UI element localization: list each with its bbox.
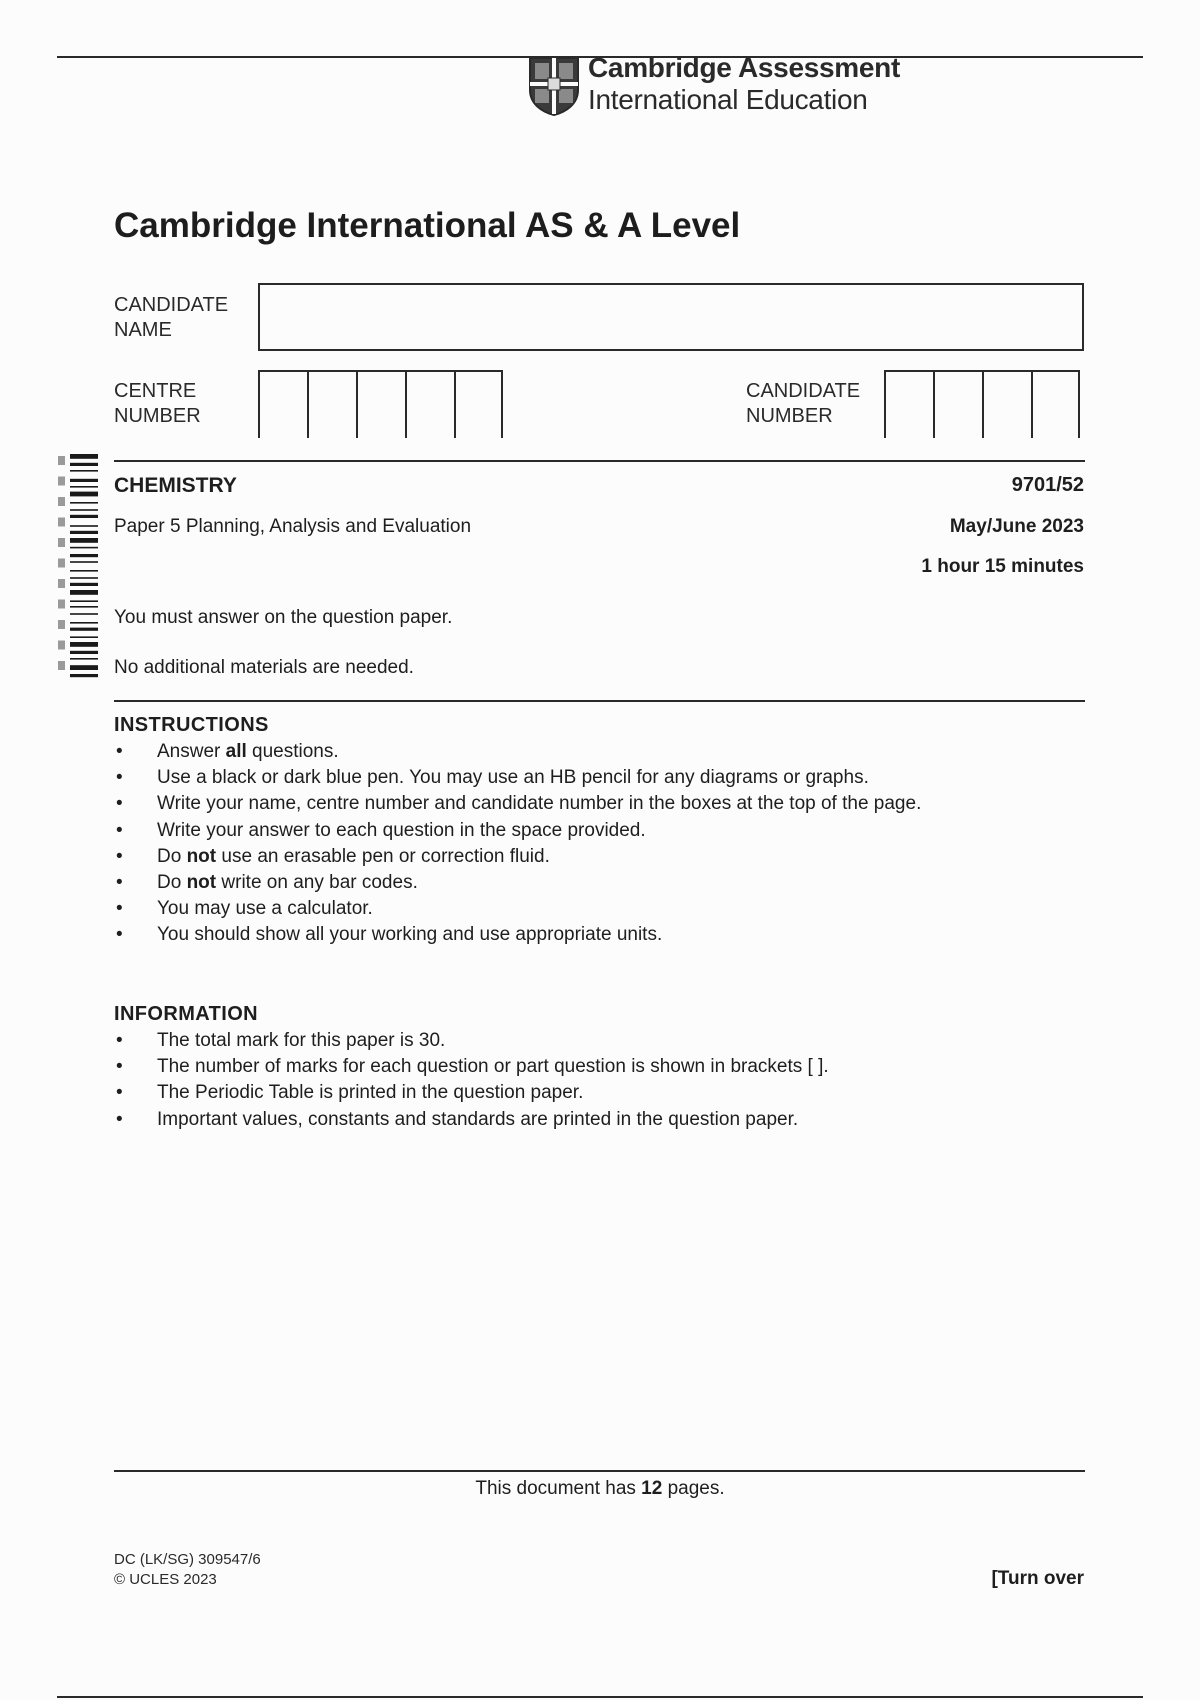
barcode-digit-mark <box>58 579 65 588</box>
candidate-number-digit-box[interactable] <box>933 372 982 438</box>
instructions-section <box>114 714 921 949</box>
instruction-item <box>114 739 921 765</box>
barcode-bar <box>70 561 98 563</box>
instruction-emphasis: all <box>225 741 247 762</box>
candidate-number-label-line2: NUMBER <box>746 405 833 427</box>
barcode-bar <box>70 463 98 466</box>
information-section <box>114 1003 829 1133</box>
footer-rule <box>114 1470 1085 1472</box>
instruction-text: Do <box>157 845 187 867</box>
org-name-line1: Cambridge Assessment <box>588 52 900 83</box>
barcode-digit-mark <box>58 477 65 486</box>
exam-session: May/June 2023 <box>949 516 1084 537</box>
candidate-number-digit-box[interactable] <box>982 372 1031 438</box>
centre-number-digit-box[interactable] <box>454 372 503 438</box>
barcode-bar <box>70 606 98 608</box>
instruction-emphasis: not <box>186 845 217 867</box>
information-list <box>114 1028 829 1133</box>
instruction-text: Answer <box>157 741 226 762</box>
instruction-text: Write your answer to each question in the space provided. <box>157 819 646 841</box>
candidate-number-boxes <box>884 370 1080 438</box>
instruction-text: Use a black or dark blue pen. You may use an HB pencil for any diagrams or graphs. <box>157 767 869 789</box>
information-item: • The number of marks for each question or part question is shown in brackets [ ]. <box>114 1054 829 1080</box>
barcode-bar <box>70 613 98 615</box>
centre-number-label-line2: NUMBER <box>114 405 201 427</box>
barcode-bar <box>70 515 98 518</box>
barcode-digit-mark <box>58 559 65 568</box>
document-reference-code: DC (LK/SG) 309547/6 <box>114 1551 261 1568</box>
barcode-bar <box>70 486 98 488</box>
barcode-bar <box>70 509 98 511</box>
centre-number-label-line1: CENTRE <box>114 380 197 402</box>
centre-number-digit-box[interactable] <box>258 372 307 438</box>
instructions-heading: INSTRUCTIONS <box>114 714 269 736</box>
page-count-value: 12 <box>641 1478 663 1499</box>
bottom-rule <box>57 1696 1143 1698</box>
paper-title: Paper 5 Planning, Analysis and Evaluation <box>114 516 472 537</box>
candidate-number-label <box>746 379 860 429</box>
instruction-text: questions. <box>246 741 339 762</box>
materials-note: No additional materials are needed. <box>114 657 414 678</box>
syllabus-code: 9701/52 <box>1011 474 1084 496</box>
instruction-item <box>114 818 921 844</box>
barcode-bar <box>70 492 98 497</box>
barcode-digit-mark <box>58 538 65 547</box>
barcode-digit-mark <box>58 600 65 609</box>
barcode-bar <box>70 577 98 579</box>
barcode-bar <box>70 636 98 638</box>
section-rule <box>114 700 1085 702</box>
instruction-item <box>114 765 921 791</box>
barcode-bar <box>70 454 98 459</box>
candidate-name-input[interactable] <box>258 283 1084 351</box>
instruction-item <box>114 896 921 922</box>
barcode-bar <box>70 531 98 534</box>
university-crest-icon <box>528 56 580 116</box>
candidate-name-label <box>114 293 228 343</box>
barcode-bar <box>70 651 98 654</box>
candidate-name-label-line1: CANDIDATE <box>114 294 229 316</box>
instruction-text: write on any bar codes. <box>216 871 418 893</box>
barcode-bar <box>70 665 98 670</box>
candidate-number-digit-box[interactable] <box>884 372 933 438</box>
barcode-digit-mark <box>58 518 65 527</box>
barcode-bar <box>70 570 98 572</box>
barcode-bar <box>70 642 98 647</box>
barcode-bar <box>70 590 98 595</box>
candidate-name-label-line2: NAME <box>114 319 172 341</box>
barcode-bar <box>70 622 98 624</box>
barcode-bar <box>70 674 98 677</box>
instruction-text: You should show all your working and use appropriate units. <box>157 924 663 946</box>
barcode-digit-mark <box>58 620 65 629</box>
instruction-item <box>114 791 921 817</box>
candidate-number-label-line1: CANDIDATE <box>746 380 861 402</box>
answer-note: You must answer on the question paper. <box>114 607 453 628</box>
subject-name: CHEMISTRY <box>114 474 237 497</box>
centre-number-digit-box[interactable] <box>356 372 405 438</box>
barcode-digit-mark <box>58 497 65 506</box>
barcode-bar <box>70 538 98 543</box>
instruction-item <box>114 870 921 896</box>
instructions-list <box>114 739 921 949</box>
centre-number-digit-box[interactable] <box>405 372 454 438</box>
barcode-icon <box>56 452 98 682</box>
barcode-bar <box>70 470 98 472</box>
copyright-notice: © UCLES 2023 <box>114 1571 217 1588</box>
barcode-bar <box>70 479 98 482</box>
barcode-bar <box>70 583 98 586</box>
information-item: • The Periodic Table is printed in the question paper. <box>114 1080 829 1106</box>
barcode-bar <box>70 600 98 602</box>
instruction-text: Write your name, centre number and candidate number in the boxes at the top of the page. <box>157 793 922 815</box>
page-title: Cambridge International AS & A Level <box>114 206 741 245</box>
barcode-bar <box>70 628 98 631</box>
exam-duration: 1 hour 15 minutes <box>921 556 1084 577</box>
instruction-text: Do <box>157 871 187 893</box>
turn-over-label: [Turn over <box>991 1568 1084 1589</box>
information-item: • The total mark for this paper is 30. <box>114 1028 829 1054</box>
information-item: • Important values, constants and standards are printed in the question paper. <box>114 1107 829 1133</box>
barcode-bar <box>70 658 98 660</box>
barcode-digit-mark <box>58 456 65 465</box>
barcode-bar <box>70 502 98 504</box>
candidate-number-digit-box[interactable] <box>1031 372 1080 438</box>
document-reference <box>114 1550 261 1590</box>
page-count-post: pages. <box>662 1478 725 1499</box>
page-count-pre: This document has <box>475 1478 642 1499</box>
instruction-text: You may use a calculator. <box>157 898 373 920</box>
centre-number-label <box>114 379 201 429</box>
barcode-digit-mark <box>58 661 65 670</box>
barcode-bar <box>70 547 98 549</box>
org-name-line2: International Education <box>588 84 868 115</box>
information-heading: INFORMATION <box>114 1003 259 1025</box>
centre-number-digit-box[interactable] <box>307 372 356 438</box>
instruction-item <box>114 922 921 948</box>
barcode-bar <box>70 525 98 527</box>
centre-number-boxes <box>258 370 503 438</box>
instruction-item <box>114 844 921 870</box>
page-count-note <box>0 1478 1200 1500</box>
section-rule <box>114 460 1085 462</box>
instruction-text: use an erasable pen or correction fluid. <box>216 845 550 867</box>
barcode-digit-mark <box>58 641 65 650</box>
instruction-emphasis: not <box>186 871 217 893</box>
barcode-bar <box>70 554 98 557</box>
